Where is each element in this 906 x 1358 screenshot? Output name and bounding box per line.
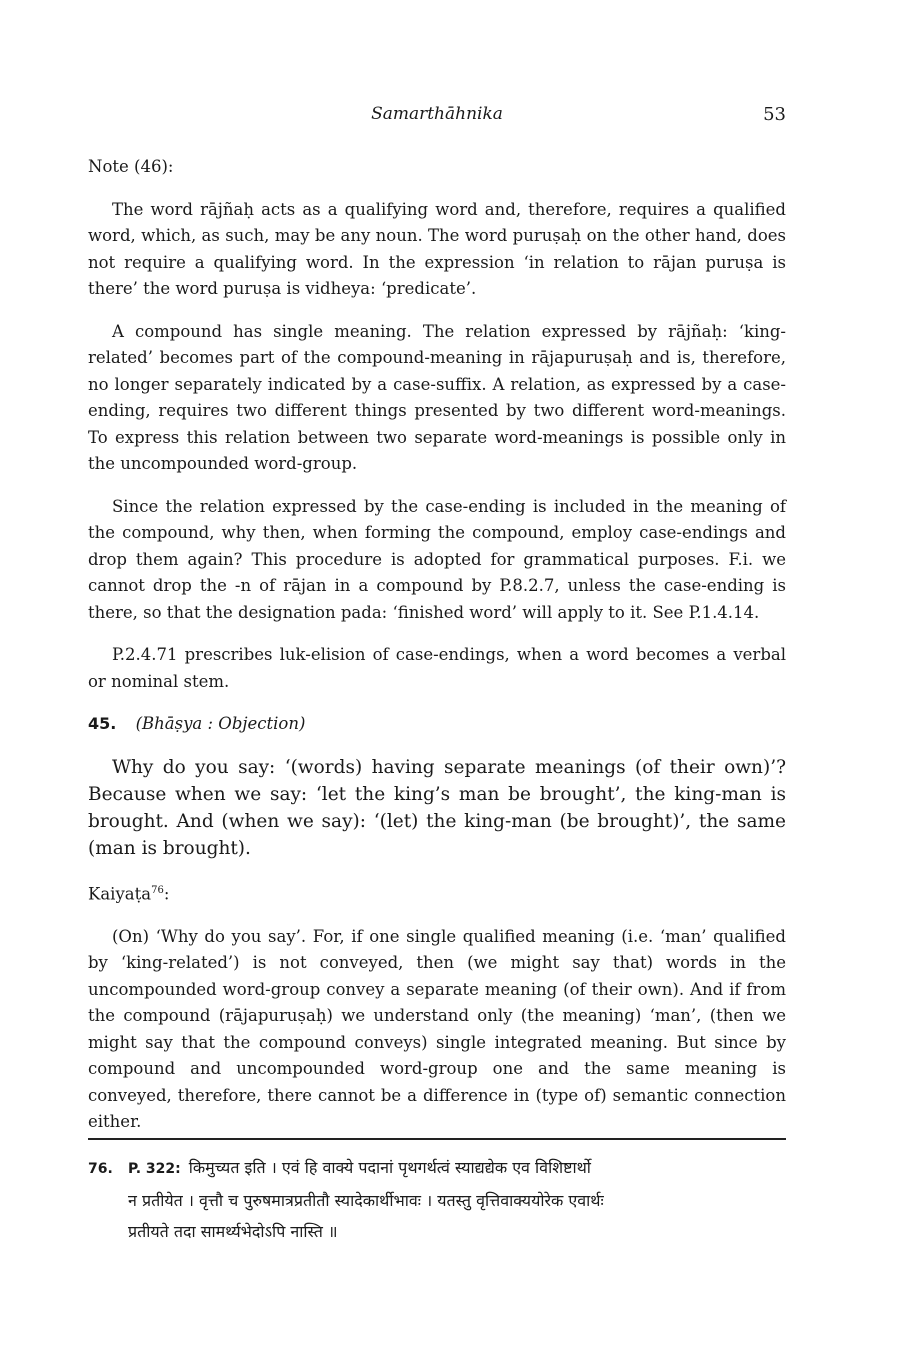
page-number: 53 [763, 104, 786, 125]
section-title: (Bhāṣya : Objection) [135, 714, 306, 733]
footnote-sanskrit-1: किमुच्यत इति । एवं हि वाक्ये पदानां पृथगर्थत्वं स्याद्यद्येक एव विशिष्टार्थो [188, 1158, 591, 1177]
footnote-ref: P. 322: [128, 1161, 181, 1177]
footnote-mark: 76 [151, 884, 164, 896]
note-paragraph-2: A compound has single meaning. The relation expressed by rājñaḥ: ‘king-related’ becomes part of the compound-meaning in rājapuruṣaḥ and is, therefore, no longer separately indicated by a case-suffix. A relation, as expressed by a case-ending, requires two different things presented by two different word-meanings. To express this relation between two separate word-meanings is possible only in the uncompounded word-group. [88, 321, 786, 473]
kaiyata-text: (On) ‘Why do you say’. For, if one single qualified meaning (i.e. ‘man’ qualified by ‘king-related’) is not conveyed, then (we might say that) words in the uncompounded word-group convey a separate meaning (of their own). And if from the compound (rājapuruṣaḥ) we understand only (the meaning) ‘man’, (then we might say that the compound conveys) single integrated meaning. But since by compound and uncompounded word-group one and the same meaning is conveyed, therefore, there cannot be a difference in (type of) semantic connection either. [88, 926, 786, 1131]
note-heading: Note (46): [88, 157, 174, 176]
body-text [88, 154, 786, 1152]
note-paragraph-4: P.2.4.71 prescribes luk-elision of case-endings, when a word becomes a verbal or nominal stem. [88, 645, 786, 691]
footnote-line-1 [88, 1152, 786, 1185]
note-paragraph-1: The word rājñaḥ acts as a qualifying word and, therefore, requires a qualified word, which, as such, may be any noun. The word puruṣaḥ on the other hand, does not require a qualifying word. In the expression ‘in relation to rājan puruṣa is there’ the word puruṣa is vidheya: ‘predicate’. [88, 199, 786, 298]
note-paragraph-3: Since the relation expressed by the case-ending is included in the meaning of the compound, why then, when forming the compound, employ case-endings and drop them again? This procedure is adopted for grammatical purposes. F.i. we cannot drop the -n of rājan in a compound by P.8.2.7, unless the case-ending is there, so that the designation pada: ‘finished word’ will apply to it. See P.1.4.14. [88, 496, 786, 622]
section-number: 45. [88, 714, 117, 733]
footnote [88, 1152, 786, 1247]
kaiyata-heading [88, 878, 786, 908]
footnote-sanskrit-3: प्रतीयते तदा सामर्थ्यभेदोऽपि नास्ति ॥ [128, 1222, 338, 1241]
footnote-number: 76. [88, 1161, 113, 1177]
footnote-rule [88, 1138, 786, 1140]
kaiyata-colon: : [163, 884, 170, 903]
kaiyata-label: Kaiyaṭa [88, 884, 152, 903]
running-head [88, 104, 786, 132]
running-title: Samarthāhnika [371, 104, 503, 124]
bhasya-text: Why do you say: ‘(words) having separate meanings (of their own)’? Because when we say: ‘let the king’s man be brought’, the king-man is brought. And (when we say): ‘(let) the king-man (be brought)’, the same (man is brought). [88, 756, 786, 859]
footnote-sanskrit-2: न प्रतीयेत । वृत्तौ च पुरुषमात्रप्रतीतौ स्यादेकार्थीभावः । यतस्तु वृत्तिवाक्ययोरेक एवार्थः [128, 1191, 604, 1210]
section-heading [88, 711, 786, 738]
